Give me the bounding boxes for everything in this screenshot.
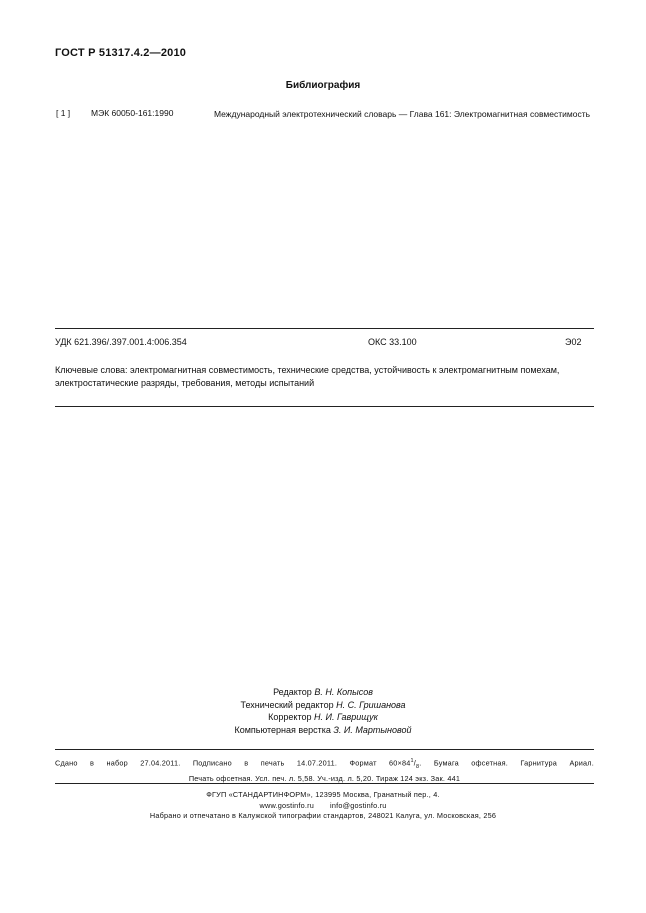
imprint-line-2: Печать офсетная. Усл. печ. л. 5,58. Уч.-изд. л. 5,20. Тираж 124 экз. Зак. 441 xyxy=(188,773,461,783)
imprint-line-1 xyxy=(55,756,594,773)
credits-block xyxy=(0,686,646,736)
credit-tech-editor-role: Технический редактор xyxy=(240,699,334,710)
imprint-format-sub: 8 xyxy=(416,763,420,770)
imprint-format-prefix: Сдано в набор 27.04.2011. Подписано в печать 14.07.2011. Формат 60×84 xyxy=(55,758,411,768)
imprint-block xyxy=(55,756,594,784)
bibliography-entry-standard: МЭК 60050-161:1990 xyxy=(91,108,174,118)
credit-corrector-name: Н. И. Гаврищук xyxy=(314,712,378,722)
imprint-top-divider xyxy=(55,749,594,750)
credit-layout xyxy=(0,724,646,737)
credit-corrector-role: Корректор xyxy=(268,712,312,722)
credit-tech-editor-name: Н. С. Гришанова xyxy=(336,699,406,710)
udk-code: УДК 621.396/.397.001.4:006.354 xyxy=(55,337,187,347)
imprint-format-slash: / xyxy=(413,758,416,768)
document-code: ГОСТ Р 51317.4.2—2010 xyxy=(55,47,187,59)
top-divider xyxy=(55,328,594,329)
oks-code: ОКС 33.100 xyxy=(368,337,417,347)
credit-layout-role: Компьютерная верстка xyxy=(234,724,331,735)
imprint-format-sup: 1 xyxy=(410,758,414,764)
publisher-website: www.gostinfo.ru xyxy=(259,800,315,810)
publisher-top-divider xyxy=(55,783,594,784)
publisher-line-1: ФГУП «СТАНДАРТИНФОРМ», 123995 Москва, Гранатный пер., 4. xyxy=(206,790,440,799)
credit-layout-name: З. И. Мартыновой xyxy=(333,724,412,735)
bibliography-entry-description: Международный электротехнический словарь — Глава 161: Электромагнитная совместимость xyxy=(214,109,591,119)
credit-tech-editor xyxy=(0,699,646,712)
bibliography-title: Библиография xyxy=(285,80,361,91)
credit-editor-role: Редактор xyxy=(273,687,312,697)
publisher-line-3: Набрано и отпечатано в Калужской типографии стандартов, 248021 Калуга, ул. Московская, 256 xyxy=(149,811,497,820)
credit-corrector xyxy=(0,711,646,724)
credit-editor xyxy=(0,686,646,699)
credit-editor-name: В. Н. Копысов xyxy=(314,687,373,697)
group-code: Э02 xyxy=(565,337,582,347)
imprint-format-suffix: . Бумага офсетная. Гарнитура Ариал. xyxy=(419,758,594,768)
bottom-divider xyxy=(55,406,594,407)
publisher-block xyxy=(0,790,646,822)
publisher-email: info@gostinfo.ru xyxy=(330,800,387,810)
bibliography-entry-number: [ 1 ] xyxy=(56,108,71,118)
publisher-contacts xyxy=(0,801,646,812)
keywords-text: Ключевые слова: электромагнитная совместимость, технические средства, устойчивость к электромагнитным помехам, электростатические разряды, требования, методы испытаний xyxy=(55,365,560,388)
